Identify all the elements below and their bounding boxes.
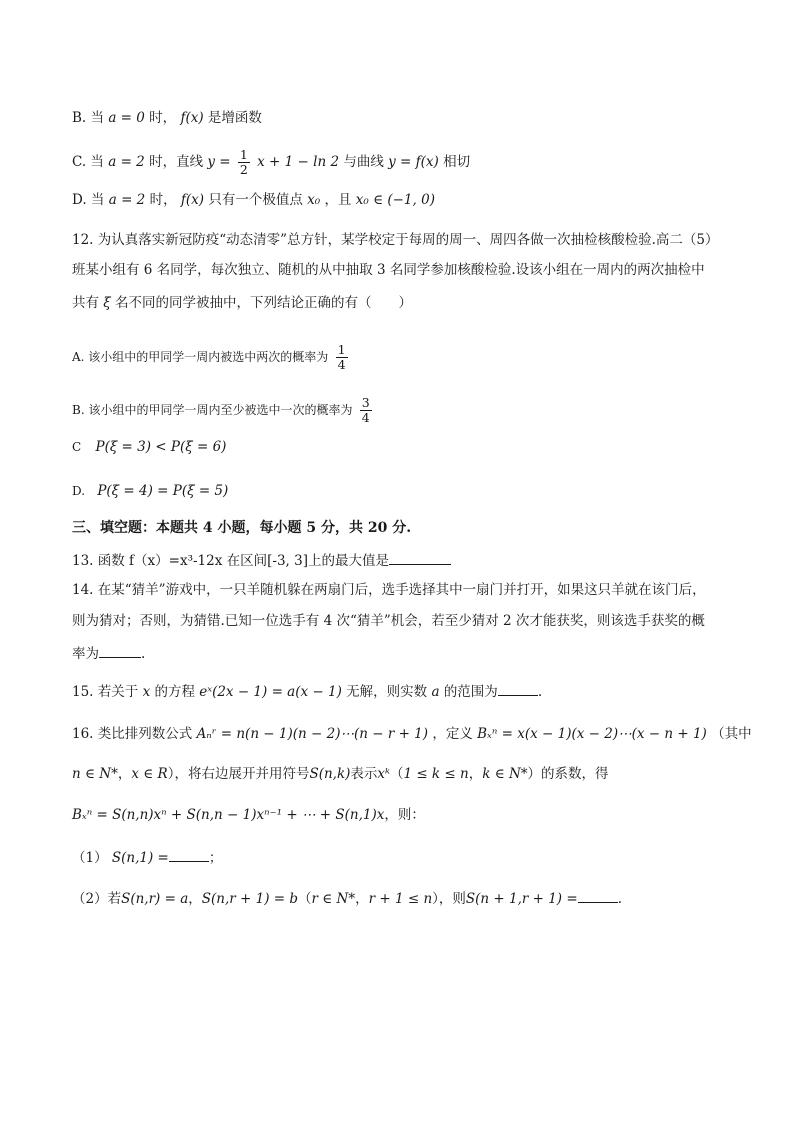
q16-part2 — [72, 888, 622, 909]
q14-line1 — [72, 580, 706, 600]
q11-d-mid: 时， — [149, 192, 177, 208]
q16-p1b: S(n,1) = — [111, 850, 169, 866]
q12-a-den: 4 — [337, 357, 346, 372]
q11-c-frac-den: 2 — [239, 162, 248, 177]
q12-line2: 班某小组有 6 名同学，每次独立、随机的从中抽取 3 名同学参加核酸检验.设该小组在一周内的两次抽检中 — [72, 262, 705, 278]
q15-b: 的方程 — [154, 684, 195, 700]
q16-l2l: ）的系数，得 — [527, 766, 609, 782]
q16-l2k: k ∈ N* — [482, 766, 528, 782]
q11-c-mid2: 与曲线 — [343, 154, 384, 170]
q16-p2d: S(n,r + 1) = b — [201, 891, 299, 907]
q11-d-expr: f(x) — [180, 192, 205, 208]
q12-option-d — [72, 481, 228, 501]
q16-l2i: 1 ≤ k ≤ n — [403, 766, 469, 782]
q16-perm-formula: Aₙʳ = n(n − 1)(n − 2)⋯(n − r + 1) — [196, 726, 429, 742]
q16-p1a: （1） — [72, 850, 108, 866]
q16-l2b: ， — [117, 766, 132, 782]
q11-c-mid: 时，直线 — [149, 154, 204, 170]
q12-line3b: 名不同的同学被抽中，下列结论正确的有（ ） — [115, 295, 413, 311]
q14-line3: 率为 . — [72, 643, 145, 664]
q11-b-cond: a = 0 — [108, 110, 145, 126]
q12-a-num: 1 — [337, 342, 346, 357]
q11-b-label: B. 当 — [72, 110, 105, 126]
q14-line2 — [72, 611, 705, 631]
q16-p2i: ），则 — [432, 891, 466, 907]
q12-c-expr: P(ξ = 3) < P(ξ = 6) — [95, 439, 227, 455]
q12-a-fraction — [336, 343, 348, 372]
q16-l1a: 16. 类比排列数公式 — [72, 726, 193, 742]
q12-stem-line1 — [72, 230, 718, 250]
q12-d-expr: P(ξ = 4) = P(ξ = 5) — [97, 483, 229, 499]
q16-p2k: . — [617, 891, 622, 907]
q15-c: 无解，则实数 — [346, 684, 428, 700]
q11-b-mid: 时， — [149, 110, 177, 126]
q11-b-expr: f(x) — [180, 110, 204, 126]
q12-c-label: C — [72, 440, 82, 454]
q15: 15. 若关于 x 的方程 eˣ(2x − 1) = a(x − 1) 无解，则实数 a 的范围为 . — [72, 681, 542, 702]
q11-c-rhs: x + 1 − ln 2 — [257, 154, 340, 170]
q11-option-c — [72, 148, 470, 177]
q16-p2g: ， — [355, 891, 369, 907]
q11-d-cond: a = 2 — [108, 192, 146, 208]
q13-text: 13. 函数 f（x）=x³-12x 在区间[-3, 3]上的最大值是 — [72, 553, 389, 569]
q12-option-a — [72, 343, 351, 372]
q16-l2d: ），将右边展开并用符号 — [167, 766, 310, 782]
q12-option-b — [72, 396, 375, 425]
q12-d-label: D. — [72, 484, 86, 498]
q12-option-c — [72, 437, 226, 457]
q13 — [72, 550, 451, 571]
q16-line2 — [72, 764, 609, 784]
q11-c-tail: 相切 — [443, 154, 471, 170]
q12-stem-line2 — [72, 260, 705, 280]
q16-p2c: ， — [188, 891, 202, 907]
q11-c-fraction — [238, 148, 250, 177]
q15-answer-blank[interactable] — [498, 681, 538, 696]
q16-l3b: ，则： — [384, 807, 425, 823]
q11-c-frac-num: 1 — [239, 147, 248, 162]
q11-b-tail: 是增函数 — [207, 110, 262, 126]
q16-line3 — [72, 805, 425, 825]
q16-p2b: S(n,r) = a — [121, 891, 189, 907]
q14-line1-text: 14. 在某“猜羊”游戏中，一只羊随机躲在两扇门后，选手选择其中一扇门并打开，如果这只羊就在该门后， — [72, 582, 706, 598]
q16-p2h: r + 1 ≤ n — [368, 891, 433, 907]
q16-l1b: ，定义 — [432, 726, 473, 742]
q12-xi: ξ — [103, 295, 111, 311]
q16-p2e: （ — [298, 891, 312, 907]
q16-l2e: S(n,k) — [309, 766, 351, 782]
q11-d-x0: x₀ — [307, 192, 321, 208]
q13-answer-blank[interactable] — [389, 550, 451, 565]
q12-line3a: 共有 — [72, 295, 99, 311]
q16-p1c: ； — [208, 850, 223, 866]
q11-option-b — [72, 108, 262, 128]
q14-answer-blank[interactable] — [99, 643, 141, 658]
q15-x: x — [142, 684, 151, 700]
q15-d: 的范围为 — [443, 684, 498, 700]
q11-d-mid3: ，且 — [324, 192, 352, 208]
q12-b-fraction — [360, 396, 372, 425]
q11-d-x0-range: x₀ ∈ (−1, 0) — [355, 192, 435, 208]
q16-p2a: （2）若 — [72, 891, 122, 907]
q12-b-den: 4 — [361, 410, 370, 425]
q16-p2j: S(n + 1,r + 1) = — [465, 891, 578, 907]
q11-d-mid2: 只有一个极值点 — [208, 192, 303, 208]
q16-part2-answer-blank[interactable] — [578, 888, 618, 903]
q16-part1-answer-blank[interactable] — [169, 847, 209, 862]
q12-b-num: 3 — [361, 395, 370, 410]
q16-l2a: n ∈ N* — [72, 766, 118, 782]
q16-expansion: Bₓⁿ = S(n,n)xⁿ + S(n,n − 1)xⁿ⁻¹ + ⋯ + S(n,1)x — [72, 807, 385, 823]
q15-a: 15. 若关于 — [72, 684, 139, 700]
q14-line3-text: 率为 — [72, 646, 99, 662]
q15-a-var: a — [431, 684, 440, 700]
q16-line1 — [72, 724, 752, 744]
q11-option-d — [72, 190, 435, 210]
q15-equation: eˣ(2x − 1) = a(x − 1) — [199, 684, 342, 700]
q16-b-definition: Bₓⁿ = x(x − 1)(x − 2)⋯(x − n + 1) — [477, 726, 707, 742]
q16-p2f: r ∈ N* — [311, 891, 356, 907]
q11-c-lhs: y = — [207, 154, 231, 170]
q16-l2h: （ — [389, 766, 404, 782]
q14-line2-text: 则为猜对；否则，为猜错.已知一位选手有 4 次“猜羊”机会，若至少猜对 2 次才能获奖，则该选手获奖的概 — [72, 613, 705, 629]
q12-stem-line3 — [72, 293, 412, 313]
q12-a-text: A. 该小组中的甲同学一周内被选中两次的概率为 — [72, 350, 329, 364]
q16-l2g: xᵏ — [377, 766, 390, 782]
q16-part1 — [72, 847, 222, 868]
q16-l1c: （其中 — [711, 726, 752, 742]
section-3-heading — [72, 518, 411, 538]
q16-l2c: x ∈ R — [131, 766, 168, 782]
q11-d-label: D. 当 — [72, 192, 105, 208]
q16-l2f: 表示 — [350, 766, 378, 782]
q12-b-text: B. 该小组中的甲同学一周内至少被选中一次的概率为 — [72, 403, 353, 417]
q11-c-label: C. 当 — [72, 154, 104, 170]
q11-c-curve: y = f(x) — [388, 154, 439, 170]
q12-line1: 12. 为认真落实新冠防疫“动态清零”总方针，某学校定于每周的周一、周四各做一次抽检核酸检验.高二（5） — [72, 232, 719, 248]
q11-c-cond: a = 2 — [108, 154, 145, 170]
section-3-text: 三、填空题：本题共 4 小题，每小题 5 分，共 20 分. — [72, 520, 412, 536]
q16-l2j: ， — [468, 766, 483, 782]
